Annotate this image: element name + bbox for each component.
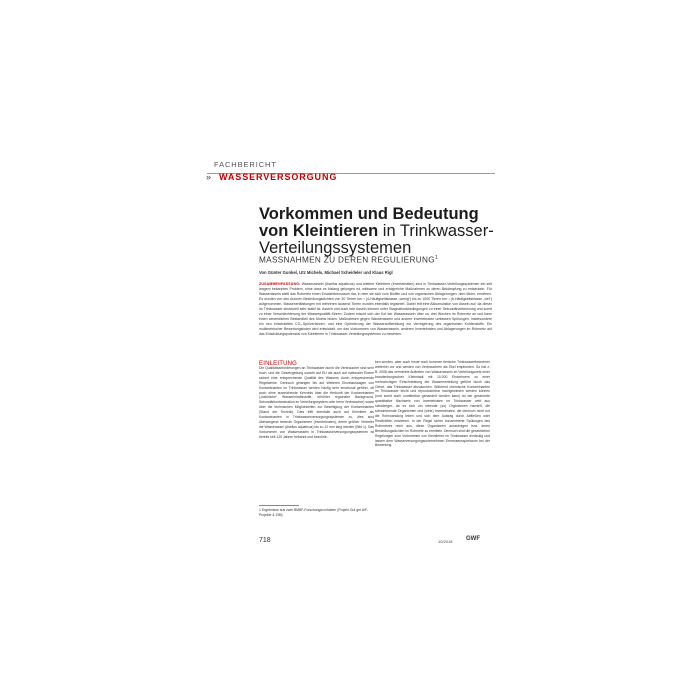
article-title-bold: Vorkommen und Bedeutung von Kleintieren — [259, 205, 479, 240]
body-column-2: ben worden, aber auch heute noch kommen tierische Trinkwasserbewohner weiterhin vor und werden von Verbrauchern als Ekel empfunden. So hat z. B. 2008 das vermehrte Auftreten von Wasserasseln im Verteilungsnetz einer brandenburgischen Kleinstadt mit 10.000 Einwohnern zu einer mehrwöchigen Einschränkung der Wasserverteilung geführt durch das Gebot, das Trinkwasser abzukochen. Während chemische Kontaminanten im Trinkwasser leicht und reproduzierbar nachgewiesen werden können (und somit auch unmittelbar gehandelt werden kann) ist der gesicherte quantitative Nachweis von Invertebraten im Trinkwasser weit aus schwieriger, da es sich um lebende (so) Organismen handelt, die schwimmende Organismen und (viele) Invertebraten, die dennoch nicht nur die Rohrwandung leben und sich dem Austrag durch Abfließen oder Restkräften entziehen. In der Regel sicher konzentrierte Spülungen des Rohrnetzes reich aus, diese Organismen auszutragen bzw. deren Besiedlungsdichten im Rohrnetz zu ermitteln. Dennoch sind die gesetzlichen Regelungen zum Vorkommen von Kleintieren im Trinkwasser eindeutig und lassen dem Wasserversorgungsunternehmen Ermessensspielraum bei der Bewertung. — [375, 360, 490, 448]
abstract-text: Wasserasseln (Asellus aquaticus) und weitere Kleintiere (Invertebraten) sind in Trinkwasser-Verteilungssystemen ein seit langem bekanntes Problem, ohne dass es bislang gelungen ist, wirksame und erfolgreiche Maßnahmen zu deren Bekämpfung zu entwickeln. Für Wasserasseln stellt das Rohrnetz einen Ersatzlebensraum dar, in dem sie sich vom Biofilm und von organischen Ablagerungen, dem Mulm, ernähren. Es wurden von den Autoren Besiedlungsdichten von 30 Tieren km⁻¹ (4-Häufigkeitsklasse „wenig“) bis zu 1000 Tieren km⁻¹ (6-Häufigkeitsklasse „viel“) aufgenommen, Massenentfaltungen mit mehreren tausend Tieren wurden ebenfalls registriert. Dabei tritt eine Akkumulation von Asseln auf, da dieser im Trinkwasser strukturell sehr stabil ist. Asseln und auch tote Asseln können unter Stagnationsbedingungen zu einer Sekundärverkeimung und somit zu einer Verschlechterung der Wasserqualität führen. Zudem mischt sich der Kot der Wasserasseln über ca. drei Wochen im Rohrnetz an und kann einen wesentlichen Bestandteil des Mulms bilden. Maßnahmen gegen Wasserasseln und andere Invertebraten umfassen Spülungen, insbesondere ein neu entwickeltes CO₂-Spülverfahren, und eine Optimierung der Wasseraufbereitung zur Verringerung des organischen Kohlenstoffs. Ein multimetrischer Bewertungsindex wird entwickelt, um das Vorkommen von Wasserasseln, anderen Invertebraten und Ablagerungen im Rohrnetz auf das Entwicklungspotenzial von Kleintieren in Trinkwasser-Verteilungssystemen zu bewerten. — [259, 282, 492, 336]
issue-date: 10/2018 — [438, 539, 453, 544]
page-number: 718 — [259, 537, 271, 544]
publisher-logo: GWF — [466, 536, 480, 542]
article-title — [259, 206, 509, 257]
article-subtitle-text: MASSNAHMEN ZU DEREN REGULIERUNG — [259, 255, 435, 265]
abstract — [259, 282, 492, 337]
body-column-1: Die Qualitätsanforderungen an Trinkwasser durch die Verbraucher sind sehr hoch, und die Gesetzgebung sowohl auf EU als auch auf nationaler Ebene sichert eine entsprechende Qualität des Wassers durch entsprechende Regelwerke. Dennoch gelangen bis auf Weiteres Einzelaussagen von Kontaminanten im Trinkwasser werden häufig sehr emotional geführt, oft auch ohne ausreichende Kenntnis über die Herkunft der Kontaminanten („natürliche“ Wasserinhaltsstoffe, erhöhter regionaler Background, Sekundärkontamination im Verteilungssystem oder beim Verbraucher) sowie über die technischen Möglichkeiten zur Beseitigung der Kontaminanten (Stand der Technik). Dies trifft ebenfalls auch auf Kleintiere als Kontaminanten in Trinkwasserversorgungssystemen zu, dies sind überwiegend lebende Organismen (Invertebraten), deren größter Vertreter die Wasserassel (Asellus aquaticus) bis zu 12 mm lang werden (Bild 1). Das Vorkommen von Wasserasseln in Trinkwasserversorgungssystemen ist bereits seit 120 Jahren bekannt und beschrie- — [259, 366, 374, 439]
footnote: 1 Ergebnisse aus zwei BMBF-Forschungsvorhaben (Projekt Gut ger AiF-Projekte & ZIM) — [259, 508, 369, 517]
header-category: FACHBERICHT — [214, 160, 277, 169]
footnote-rule — [259, 505, 299, 506]
article-title-regular: in Trinkwasser-Verteilungssystemen — [259, 222, 494, 257]
article-subtitle — [259, 255, 438, 265]
chevron-icon: » — [206, 172, 212, 182]
header-section: WASSERVERSORGUNG — [219, 172, 338, 182]
subtitle-footnote-marker: 1 — [434, 255, 439, 261]
section-heading: EINLEITUNG — [259, 361, 298, 367]
abstract-lead: ZUSAMMENFASSUNG: — [259, 282, 301, 286]
article-authors: Von Günter Gunkel, Utz Michels, Michael Scheideler und Klaus Rigl — [259, 270, 393, 275]
